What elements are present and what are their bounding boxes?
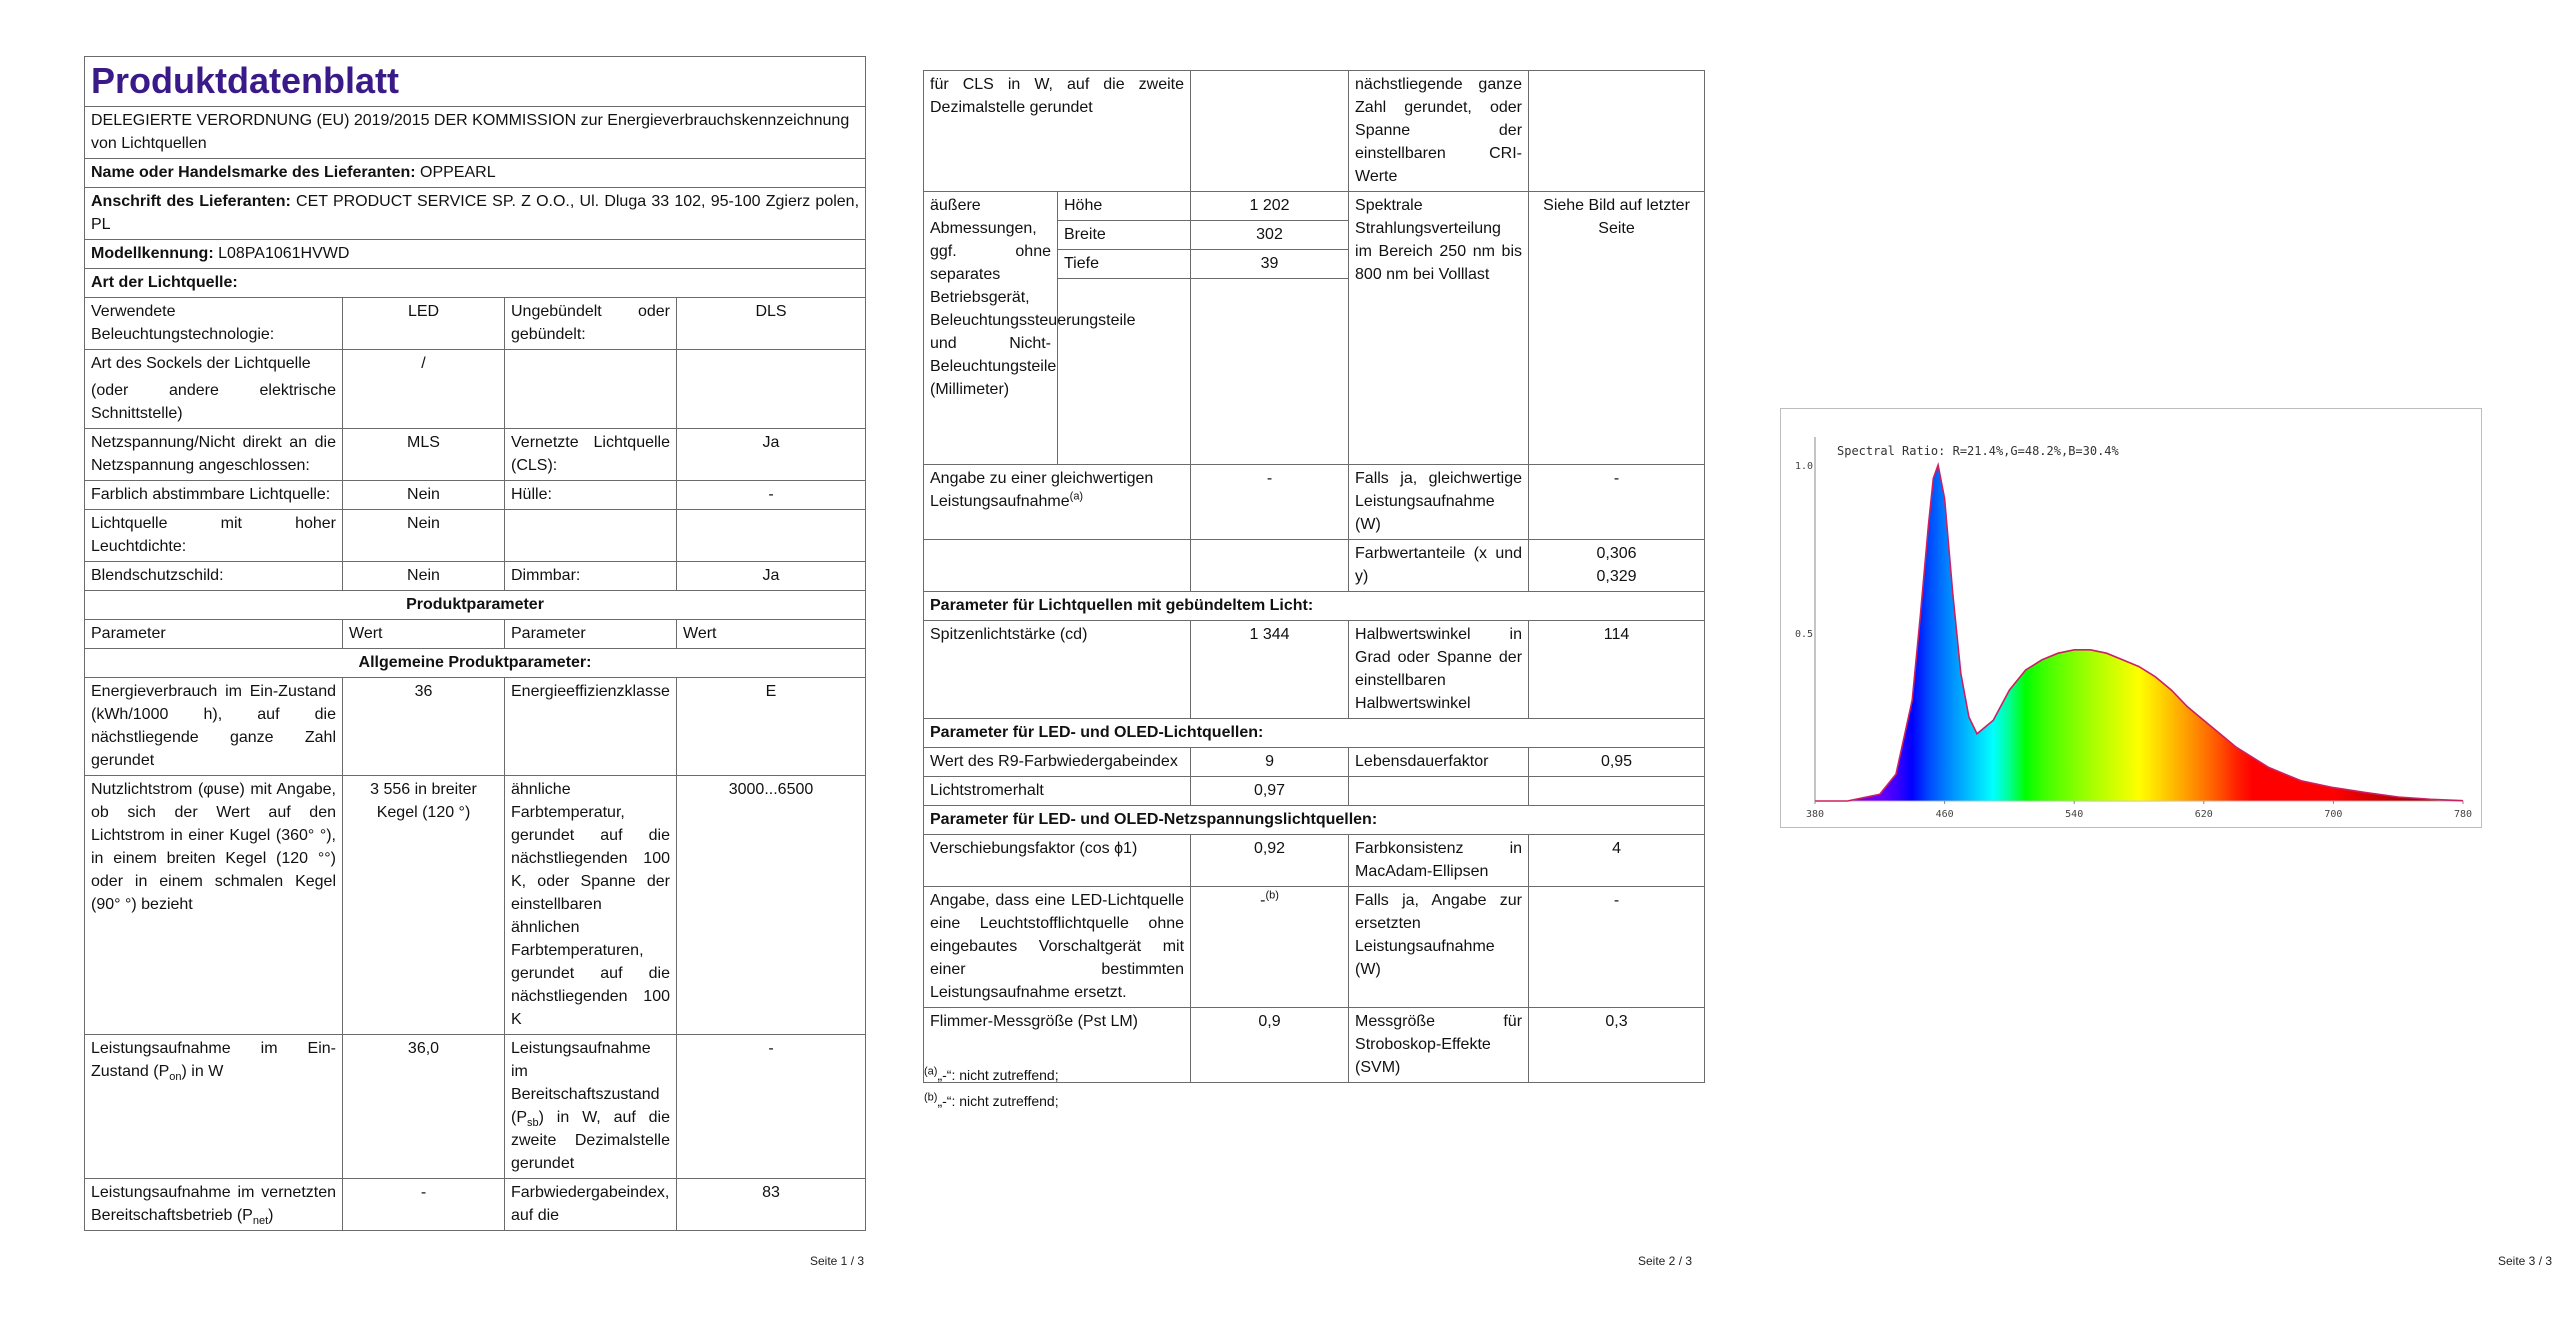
empty-cell (1349, 777, 1529, 806)
footnote-b: $^{(b)}$„-“: nicht zutreffend; (924, 1091, 1059, 1109)
empty-cell (1191, 540, 1349, 592)
survival-factor-value: 0,95 (1529, 748, 1705, 777)
chart-title: Spectral Ratio: R=21.4%,G=48.2%,B=30.4% (1837, 444, 2119, 458)
product-sheet-table-1 (84, 56, 866, 1231)
led-header: Parameter für LED- und OLED-Lichtquellen: (924, 719, 1705, 748)
model-row (85, 240, 866, 269)
col-header-value: Wert (343, 620, 505, 649)
dimensions-label: äußere Abmessungen, ggf. ohne separates Betriebsgerät, Beleuchtungssteuerungsteile und Nicht-Beleuchtungsteile (Millimeter) (924, 192, 1058, 465)
spectral-label: Spektrale Strahlungsverteilung im Bereich 250 nm bis 800 nm bei Volllast (1349, 192, 1529, 465)
page-3 (1720, 0, 2560, 1332)
x-tick-label: 540 (2065, 809, 2084, 820)
flux-label: Nutzlichtstrom (φuse) mit Angabe, ob sich der Wert auf den Lichtstrom in einer Kugel (360° °), in einem breiten Kegel (120 °°) oder in einem schmalen Kegel (90° °) bezieht (85, 776, 343, 1035)
equiv-power-label: Falls ja, gleichwertige Leistungsaufnahme (W) (1349, 465, 1529, 540)
flicker-label: Flimmer-Messgröße (Pst LM) (924, 1008, 1191, 1083)
hld-label: Lichtquelle mit hoher Leuchtdichte: (85, 510, 343, 562)
svm-value: 0,3 (1529, 1008, 1705, 1083)
page-title: Produktdatenblatt (85, 57, 866, 107)
empty-cell (677, 350, 866, 429)
dimension-name: Tiefe (1058, 250, 1191, 279)
x-tick-label: 620 (2194, 809, 2213, 820)
y-tick-label: 1.0 (1794, 461, 1813, 472)
focus-value: DLS (677, 298, 866, 350)
cls-value: Ja (677, 429, 866, 481)
survival-factor-label: Lebensdauerfaktor (1349, 748, 1529, 777)
model-value: L08PA1061HVWD (218, 245, 350, 262)
glare-label: Blendschutzschild: (85, 562, 343, 591)
supplier-address-label: Anschrift des Lieferanten: (91, 193, 291, 210)
x-tick-label: 780 (2453, 809, 2473, 820)
dimension-value: 302 (1191, 221, 1349, 250)
replaced-power-label: Falls ja, Angabe zur ersetzten Leistungsaufnahme (W) (1349, 887, 1529, 1008)
empty-cell (1191, 71, 1349, 192)
x-tick-label: 460 (1935, 809, 1954, 820)
psb-value: - (677, 1035, 866, 1179)
cct-value: 3000...6500 (677, 776, 866, 1035)
flux-value: 3 556 in breiter Kegel (120 °) (343, 776, 505, 1035)
power-factor-value: 0,92 (1191, 835, 1349, 887)
glare-value: Nein (343, 562, 505, 591)
tech-label: Verwendete Beleuchtungstechnologie: (85, 298, 343, 350)
chromaticity-value (1529, 540, 1705, 592)
empty-cell (505, 350, 677, 429)
light-source-type-header: Art der Lichtquelle: (85, 269, 866, 298)
chromaticity-label: Farbwertanteile (x und y) (1349, 540, 1529, 592)
spectrum-area (1815, 465, 2463, 801)
retrofit-value: -$^{(b)}$ (1191, 887, 1349, 1008)
dimension-name: Höhe (1058, 192, 1191, 221)
replaced-power-value: - (1529, 887, 1705, 1008)
pon-label: Leistungsaufnahme im Ein-Zustand $(P_{on})$ in W (85, 1035, 343, 1179)
x-tick-label: 700 (2324, 809, 2343, 820)
energy-class-label: Energieeffizienzklasse (505, 678, 677, 776)
supplier-name-value: OPPEARL (420, 164, 496, 181)
cls-standby-continued: für CLS in W, auf die zweite Dezimalstelle gerundet (924, 71, 1191, 192)
hld-value: Nein (343, 510, 505, 562)
x-tick-label: 380 (1805, 809, 1825, 820)
r9-value: 9 (1191, 748, 1349, 777)
macadam-value: 4 (1529, 835, 1705, 887)
chromaticity-y: 0,329 (1596, 568, 1637, 585)
regulation-text: DELEGIERTE VERORDNUNG (EU) 2019/2015 DER KOMMISSION zur Energieverbrauchskennzeichnung von Lichtquellen (85, 107, 866, 159)
chromaticity-x: 0,306 (1596, 545, 1637, 562)
cri-value: 83 (677, 1179, 866, 1231)
equiv-value: - (1191, 465, 1349, 540)
r9-label: Wert des R9-Farbwiedergabeindex (924, 748, 1191, 777)
spectral-distribution-chart (1780, 408, 2482, 828)
product-sheet-table-2 (923, 70, 1705, 1083)
retrofit-label: Angabe, dass eine LED-Lichtquelle eine Leuchtstofflichtquelle ohne eingebautes Vorschaltgerät mit einer bestimmten Leistungsaufnahme ersetzt. (924, 887, 1191, 1008)
x-tick-labels (1806, 801, 2472, 820)
y-tick-label: 0.5 (1794, 629, 1813, 640)
pnet-value: - (343, 1179, 505, 1231)
empty-cell (1529, 777, 1705, 806)
tech-value: LED (343, 298, 505, 350)
model-label: Modellkennung: (91, 245, 214, 262)
socket-label: Art des Sockels der Lichtquelle (91, 355, 311, 372)
cct-label: ähnliche Farbtemperatur, gerundet auf die nächstliegenden 100 K, oder Spanne der einstellbaren ähnlichen Farbtemperaturen, gerundet auf die nächstliegenden 100 K (505, 776, 677, 1035)
page-1 (0, 0, 880, 1332)
page-number: Seite 3 / 3 (2498, 1254, 2553, 1268)
footnote-a: $^{(a)}$„-“: nicht zutreffend; (924, 1065, 1059, 1083)
empty-cell (924, 540, 1191, 592)
page-2 (880, 0, 1720, 1332)
dimension-name: Breite (1058, 221, 1191, 250)
empty-cell (505, 510, 677, 562)
dimension-value: 39 (1191, 250, 1349, 279)
tunable-value: Nein (343, 481, 505, 510)
svm-label: Messgröße für Stroboskop-Effekte (SVM) (1349, 1008, 1529, 1083)
mains-led-header: Parameter für LED- und OLED-Netzspannungslichtquellen: (924, 806, 1705, 835)
page-number: Seite 2 / 3 (1638, 1254, 1693, 1268)
empty-cell (1529, 71, 1705, 192)
empty-cell (1058, 279, 1191, 465)
page-number: Seite 1 / 3 (810, 1254, 865, 1268)
footnotes (924, 1062, 1059, 1114)
power-factor-label: Verschiebungsfaktor (cos ϕ1) (924, 835, 1191, 887)
macadam-label: Farbkonsistenz in MacAdam-Ellipsen (1349, 835, 1529, 887)
col-header-param: Parameter (505, 620, 677, 649)
y-tick-labels (1795, 461, 1813, 640)
peak-intensity-label: Spitzenlichtstärke (cd) (924, 621, 1191, 719)
spectral-value: Siehe Bild auf letzter Seite (1529, 192, 1705, 465)
energy-class-value: E (677, 678, 866, 776)
beam-angle-value: 114 (1529, 621, 1705, 719)
general-params-header: Allgemeine Produktparameter: (85, 649, 866, 678)
supplier-address-value: CET PRODUCT SERVICE SP. Z O.O., Ul. Dluga 33 102, 95-100 Zgierz polen, PL (91, 193, 860, 233)
lumen-maintenance-value: 0,97 (1191, 777, 1349, 806)
cls-label: Vernetzte Lichtquelle (CLS): (505, 429, 677, 481)
tunable-label: Farblich abstimmbare Lichtquelle: (85, 481, 343, 510)
col-header-param: Parameter (85, 620, 343, 649)
empty-cell (1191, 279, 1349, 465)
directional-header: Parameter für Lichtquellen mit gebündeltem Licht: (924, 592, 1705, 621)
casing-value: - (677, 481, 866, 510)
focus-label: Ungebündelt oder gebündelt: (505, 298, 677, 350)
supplier-name-label: Name oder Handelsmarke des Lieferanten: (91, 164, 416, 181)
empty-cell (677, 510, 866, 562)
cri-label: Farbwiedergabeindex, auf die (505, 1179, 677, 1231)
mains-label: Netzspannung/Nicht direkt an die Netzspannung angeschlossen: (85, 429, 343, 481)
casing-label: Hülle: (505, 481, 677, 510)
equiv-power-value: - (1529, 465, 1705, 540)
flicker-value: 0,9 (1191, 1008, 1349, 1083)
equiv-label: Angabe zu einer gleichwertigen Leistungsaufnahme$^{(a)}$ (924, 465, 1191, 540)
cri-continued: nächstliegende ganze Zahl gerundet, oder Spanne der einstellbaren CRI-Werte (1349, 71, 1529, 192)
lumen-maintenance-label: Lichtstromerhalt (924, 777, 1191, 806)
energy-label: Energieverbrauch im Ein-Zustand (kWh/1000 h), auf die nächstliegende ganze Zahl gerundet (85, 678, 343, 776)
dim-value: Ja (677, 562, 866, 591)
mains-value: MLS (343, 429, 505, 481)
product-params-header: Produktparameter (85, 591, 866, 620)
supplier-address-row (85, 188, 866, 240)
socket-value: / (343, 350, 505, 429)
peak-intensity-value: 1 344 (1191, 621, 1349, 719)
socket-sub-label: (oder andere elektrische Schnittstelle) (91, 382, 336, 422)
supplier-name-row (85, 159, 866, 188)
beam-angle-label: Halbwertswinkel in Grad oder Spanne der einstellbaren Halbwertswinkel (1349, 621, 1529, 719)
col-header-value: Wert (677, 620, 866, 649)
pnet-label: Leistungsaufnahme im vernetzten Bereitschaftsbetrieb $(P_{net})$ (85, 1179, 343, 1231)
pon-value: 36,0 (343, 1035, 505, 1179)
socket-cell (85, 350, 343, 429)
psb-label: Leistungsaufnahme im Bereitschaftszustand $(P_{sb})$ in W, auf die zweite Dezimalstelle gerundet (505, 1035, 677, 1179)
energy-value: 36 (343, 678, 505, 776)
dim-label: Dimmbar: (505, 562, 677, 591)
dimension-value: 1 202 (1191, 192, 1349, 221)
